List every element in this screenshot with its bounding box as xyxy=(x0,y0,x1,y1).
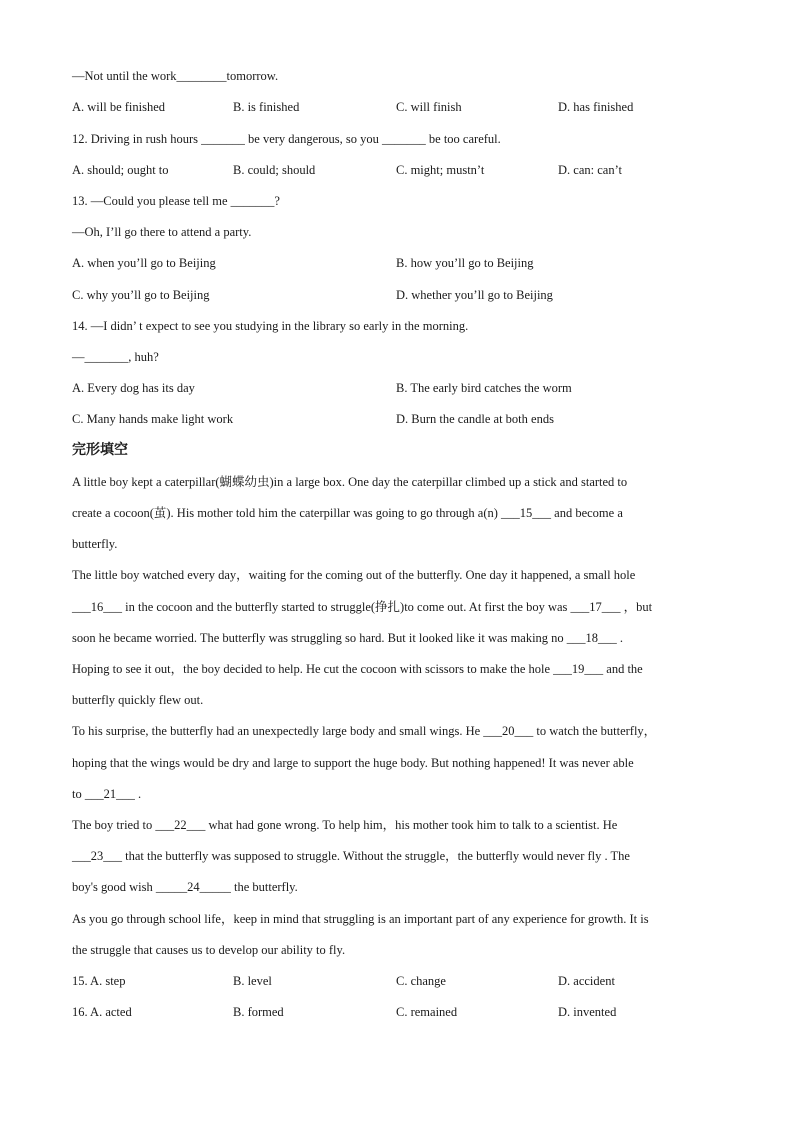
passage-line: The boy tried to ___22___ what had gone wrong. To help him，his mother took him to talk to a scientist. He xyxy=(72,818,618,832)
q14-option-b: B. The early bird catches the worm xyxy=(396,381,572,395)
q14-reply: —_______, huh? xyxy=(72,350,159,364)
q15-option-c: C. change xyxy=(396,974,446,988)
passage-line: to ___21___ . xyxy=(72,787,142,801)
q12-stem: 12. Driving in rush hours _______ be very dangerous, so you _______ be too careful. xyxy=(72,132,501,146)
q16-option-a: 16. A. acted xyxy=(72,1005,132,1019)
q14-option-d: D. Burn the candle at both ends xyxy=(396,412,554,426)
q15-option-b: B. level xyxy=(233,974,272,988)
passage-line: soon he became worried. The butterfly was struggling so hard. But it looked like it was making no ___18___ . xyxy=(72,631,624,645)
passage-line: boy's good wish _____24_____ the butterfly. xyxy=(72,880,298,894)
passage-line: butterfly. xyxy=(72,537,118,551)
passage-line: To his surprise, the butterfly had an unexpectedly large body and small wings. He ___20___ to watch the butterfly， xyxy=(72,724,657,738)
passage-line: create a cocoon(茧). His mother told him the caterpillar was going to go through a(n) ___15___ and become a xyxy=(72,506,623,520)
q11-line: —Not until the work________tomorrow. xyxy=(72,69,279,83)
passage-line: As you go through school life，keep in mind that struggling is an important part of any experience for growth. It is xyxy=(72,912,649,926)
q12-option-c: C. might; mustn’t xyxy=(396,163,485,177)
section-title: 完形填空 xyxy=(72,442,128,458)
passage-line: A little boy kept a caterpillar(蝴蝶幼虫)in a large box. One day the caterpillar climbed up a stick and started to xyxy=(72,475,628,489)
passage-line: The little boy watched every day，waiting for the coming out of the butterfly. One day it happened, a small hole xyxy=(72,568,636,582)
passage-line: Hoping to see it out，the boy decided to help. He cut the cocoon with scissors to make the hole ___19___ and the xyxy=(72,662,643,676)
q11-option-c: C. will finish xyxy=(396,100,462,114)
q15-option-d: D. accident xyxy=(558,974,615,988)
passage-line: the struggle that causes us to develop our ability to fly. xyxy=(72,943,346,957)
q12-option-a: A. should; ought to xyxy=(72,163,169,177)
q16-option-b: B. formed xyxy=(233,1005,284,1019)
q13-option-a: A. when you’ll go to Beijing xyxy=(72,256,216,270)
q15-option-a: 15. A. step xyxy=(72,974,126,988)
q11-option-b: B. is finished xyxy=(233,100,300,114)
q11-option-a: A. will be finished xyxy=(72,100,166,114)
passage-line: hoping that the wings would be dry and large to support the huge body. But nothing happened! It was never able xyxy=(72,756,634,770)
q16-option-d: D. invented xyxy=(558,1005,617,1019)
passage-line: butterfly quickly flew out. xyxy=(72,693,204,707)
q13-option-b: B. how you’ll go to Beijing xyxy=(396,256,534,270)
q14-stem: 14. —I didn’ t expect to see you studying in the library so early in the morning. xyxy=(72,319,469,333)
passage-line: ___23___ that the butterfly was supposed to struggle. Without the struggle，the butterfly would never fly . The xyxy=(72,849,630,863)
passage-line: ___16___ in the cocoon and the butterfly started to struggle(挣扎)to come out. At first the boy was ___17___ ，but xyxy=(72,600,653,614)
q13-option-d: D. whether you’ll go to Beijing xyxy=(396,288,553,302)
q11-option-d: D. has finished xyxy=(558,100,634,114)
q13-option-c: C. why you’ll go to Beijing xyxy=(72,288,210,302)
q14-option-a: A. Every dog has its day xyxy=(72,381,195,395)
q12-option-b: B. could; should xyxy=(233,163,316,177)
q13-stem: 13. —Could you please tell me _______? xyxy=(72,194,280,208)
q13-reply: —Oh, I’ll go there to attend a party. xyxy=(72,225,252,239)
q14-option-c: C. Many hands make light work xyxy=(72,412,234,426)
q16-option-c: C. remained xyxy=(396,1005,458,1019)
q12-option-d: D. can: can’t xyxy=(558,163,622,177)
